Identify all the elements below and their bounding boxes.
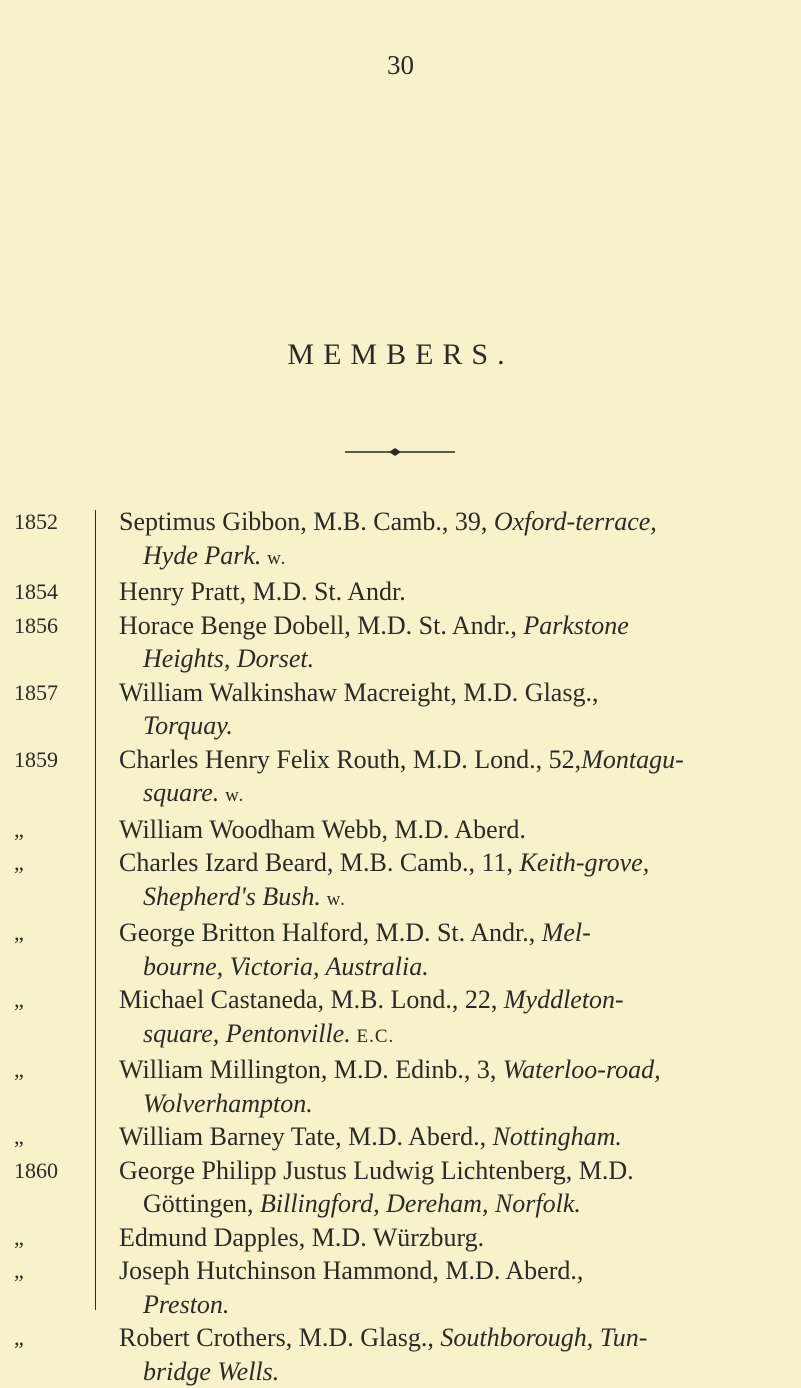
member-text [92, 743, 759, 813]
member-text [92, 1221, 759, 1255]
ditto-mark: „ [14, 1057, 24, 1082]
postal-district: w. [219, 785, 245, 806]
member-name-degree: William Woodham Webb, M.D. Aberd. [119, 814, 526, 844]
member-name-degree: Septimus Gibbon, M.B. Camb., 39, [119, 507, 494, 536]
member-address: Billingford, Dereham, Norfolk. [260, 1189, 581, 1218]
member-text [92, 1254, 759, 1321]
member-entry [0, 743, 801, 813]
member-text [92, 1154, 759, 1221]
ditto-mark: „ [14, 987, 24, 1012]
member-text [92, 609, 759, 676]
election-year: 1859 [14, 746, 58, 772]
member-text [92, 1120, 759, 1154]
election-year: 1860 [14, 1157, 58, 1183]
member-text [92, 846, 759, 916]
member-address: Torquay. [143, 711, 233, 740]
postal-district: E.C. [350, 1025, 395, 1047]
member-entry [0, 609, 801, 676]
member-name-degree: George Philipp Justus Ludwig Lichtenberg, M.D. [119, 1155, 634, 1185]
member-name-degree: Charles Henry Felix Routh, M.D. Lond., 52, [119, 744, 582, 774]
member-address: Southborough, Tun- [440, 1323, 648, 1352]
member-entry [0, 1053, 801, 1120]
member-entry [0, 505, 801, 575]
divider-ornament [345, 446, 455, 458]
member-address: Preston. [143, 1289, 230, 1319]
member-text [92, 1321, 759, 1388]
member-address: Keith-grove, [519, 848, 650, 877]
member-name-degree: William Barney Tate, M.D. Aberd., [119, 1122, 493, 1151]
page-number: 30 [387, 50, 414, 80]
member-text [92, 983, 759, 1053]
member-text [92, 1053, 759, 1120]
ditto-mark: „ [14, 1124, 24, 1149]
member-name-degree: Michael Castaneda, M.B. Lond., 22, [119, 985, 504, 1014]
member-text [92, 813, 759, 847]
member-text [92, 916, 759, 983]
election-year: 1852 [14, 509, 58, 534]
member-name-degree: Charles Izard Beard, M.B. Camb., 11, [119, 848, 520, 877]
member-entry [0, 1321, 801, 1388]
member-text [92, 575, 759, 609]
ditto-mark: „ [14, 816, 24, 842]
member-address: Myddleton- [503, 985, 624, 1014]
ditto-mark: „ [14, 1325, 24, 1350]
ditto-mark: „ [14, 1258, 24, 1283]
member-name-degree: Joseph Hutchinson Hammond, M.D. Aberd., [119, 1256, 584, 1285]
member-text [92, 505, 759, 575]
member-entry [0, 916, 801, 983]
member-address: Heights, Dorset. [143, 644, 315, 673]
member-address: Wolverhampton. [143, 1088, 313, 1118]
election-year: 1856 [14, 612, 58, 638]
member-address: square. [143, 778, 220, 807]
member-address: Waterloo-road, [502, 1055, 661, 1084]
member-entry [0, 1221, 801, 1255]
postal-district: w. [320, 888, 346, 910]
member-address: bridge Wells. [143, 1356, 280, 1386]
ditto-mark: „ [14, 850, 24, 875]
member-entry [0, 813, 801, 847]
member-entry [0, 983, 801, 1053]
member-address: Oxford-terrace, [493, 507, 657, 536]
member-address: Nottingham. [492, 1122, 622, 1151]
member-name-degree: William Millington, M.D. Edinb., 3, [119, 1055, 503, 1084]
member-entry [0, 1154, 801, 1221]
postal-district: w. [261, 547, 287, 569]
member-text [92, 676, 759, 743]
member-name-degree: Henry Pratt, M.D. St. Andr. [119, 577, 406, 606]
member-entry [0, 1120, 801, 1154]
member-address: square, Pentonville. [143, 1018, 351, 1048]
election-year: 1857 [14, 679, 58, 705]
members-list [0, 505, 801, 1388]
member-address: Parkstone [523, 610, 629, 640]
member-address: Shepherd's Bush. [143, 881, 321, 911]
member-entry [0, 676, 801, 743]
member-entry [0, 1254, 801, 1321]
ditto-mark: „ [14, 920, 24, 945]
election-year: 1854 [14, 579, 58, 604]
member-address: Montagu- [581, 744, 684, 774]
member-name-degree: George Britton Halford, M.D. St. Andr., [119, 918, 542, 947]
ditto-mark: „ [14, 1224, 24, 1250]
member-address: Hyde Park. [143, 540, 262, 570]
member-address: bourne, Victoria, Australia. [143, 951, 429, 981]
page-heading: MEMBERS. [287, 338, 514, 371]
member-degree-place: Göttingen, [143, 1189, 260, 1218]
member-name-degree: William Walkinshaw Macreight, M.D. Glasg., [119, 677, 599, 707]
member-name-degree: Edmund Dapples, M.D. Würzburg. [119, 1222, 485, 1252]
member-address: Mel- [541, 918, 591, 947]
member-name-degree: Robert Crothers, M.D. Glasg., [119, 1323, 441, 1352]
member-name-degree: Horace Benge Dobell, M.D. St. Andr., [119, 610, 524, 640]
member-entry [0, 846, 801, 916]
member-entry [0, 575, 801, 609]
